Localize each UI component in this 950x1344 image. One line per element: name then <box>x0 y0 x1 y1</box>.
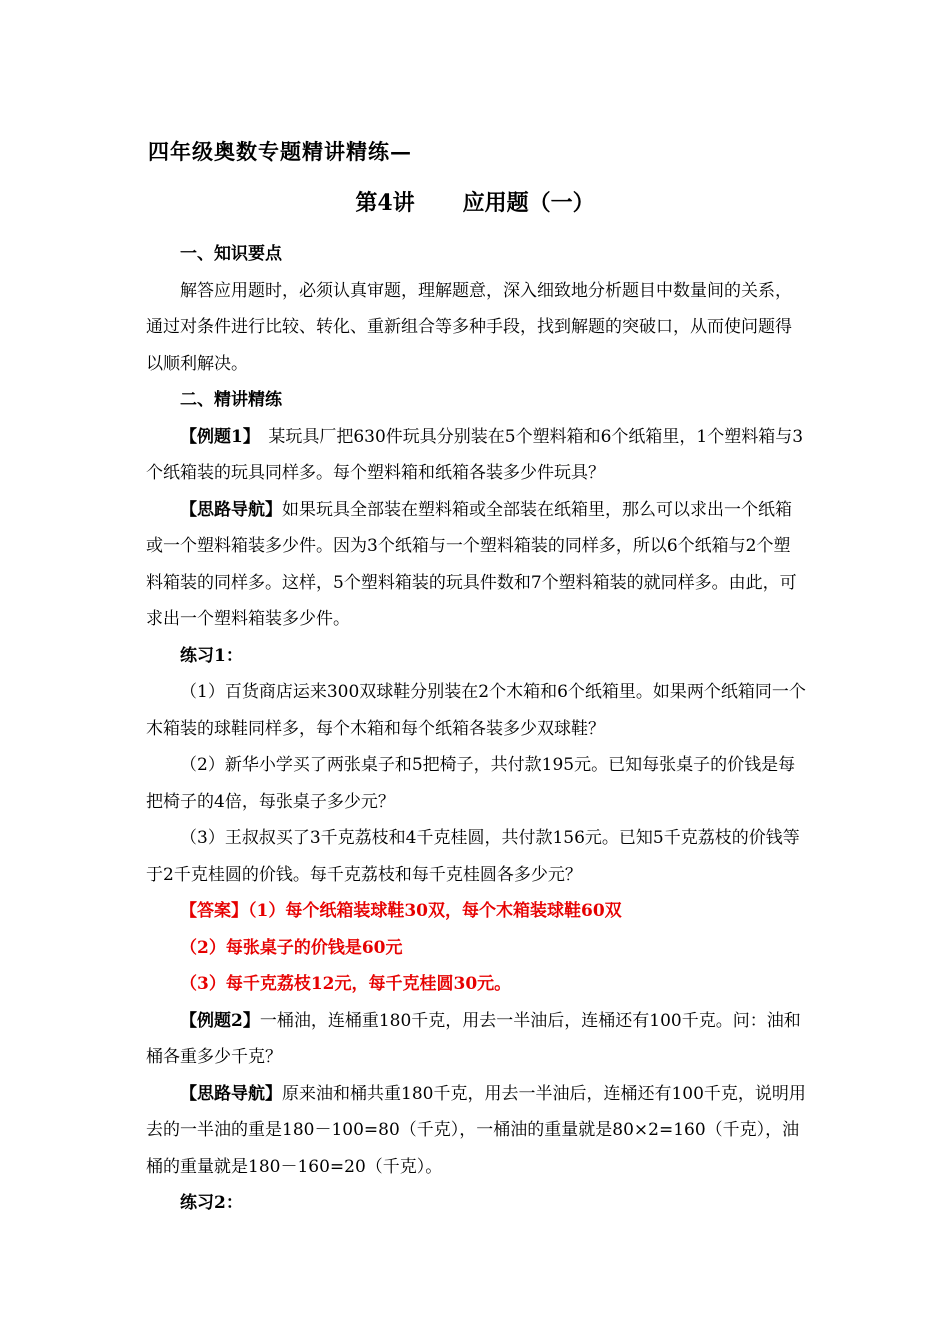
example-2 <box>146 1003 806 1076</box>
knowledge-paragraph: 解答应用题时，必须认真审题，理解题意，深入细致地分析题目中数量间的关系，通过对条件进行比较、转化、重新组合等多种手段，找到解题的突破口，从而使问题得以顺利解决。 <box>146 280 792 374</box>
practice-1-heading: 练习1： <box>180 645 243 666</box>
guide-1 <box>146 492 806 638</box>
practice-1-item: （3）王叔叔买了3千克荔枝和4千克桂圆，共付款156元。已知5千克荔枝的价钱等于2千克桂圆的价钱。每千克荔枝和每千克桂圆各多少元？ <box>146 828 800 885</box>
guide-2-label: 【思路导航】 <box>180 1083 282 1104</box>
answer-line: （2）每张桌子的价钱是60元 <box>180 937 403 958</box>
example-2-text: 一桶油，连桶重180千克，用去一半油后，连桶还有100千克。问：油和桶各重多少千克？ <box>146 1010 801 1067</box>
answer-line: （3）每千克荔枝12元，每千克桂圆30元。 <box>180 974 512 994</box>
section-heading-practice: 二、精讲精练 <box>180 390 282 410</box>
guide-1-label: 【思路导航】 <box>180 499 282 520</box>
answer-line: 【答案】（1）每个纸箱装球鞋30双，每个木箱装球鞋60双 <box>180 901 622 921</box>
example-1-label: 【例题1】 <box>180 426 252 447</box>
example-1-text: 某玩具厂把630件玩具分别装在5个塑料箱和6个纸箱里，1个塑料箱与3个纸箱装的玩具同样多。每个塑料箱和纸箱各装多少件玩具？ <box>146 426 804 483</box>
guide-1-text: 如果玩具全部装在塑料箱或全部装在纸箱里，那么可以求出一个纸箱或一个塑料箱装多少件。因为3个纸箱与一个塑料箱装的同样多，所以6个纸箱与2个塑料箱装的同样多。这样，5个塑料箱装的玩具件数和7个塑料箱装的就同样多。由此，可求出一个塑料箱装多少件。 <box>146 499 797 629</box>
section-heading-knowledge: 一、知识要点 <box>180 244 282 264</box>
document-body <box>146 236 806 1222</box>
series-title: 四年级奥数专题精讲精练— <box>148 139 412 164</box>
practice-1-item: （1）百货商店运来300双球鞋分别装在2个木箱和6个纸箱里。如果两个纸箱同一个木箱装的球鞋同样多，每个木箱和每个纸箱各装多少双球鞋？ <box>146 682 806 739</box>
lesson-number: 第4讲 <box>355 190 415 216</box>
example-2-label: 【例题2】 <box>180 1010 260 1031</box>
practice-2-heading: 练习2： <box>180 1193 243 1213</box>
lesson-title <box>0 186 950 217</box>
practice-1-item: （2）新华小学买了两张桌子和5把椅子，共付款195元。已知每张桌子的价钱是每把椅子的4倍，每张桌子多少元？ <box>146 755 796 812</box>
guide-2 <box>146 1076 806 1186</box>
guide-2-text: 原来油和桶共重180千克，用去一半油后，连桶还有100千克，说明用去的一半油的重是180－100=80（千克），一桶油的重量就是80×2=160（千克），油桶的重量就是180－160=20（千克）。 <box>146 1083 806 1177</box>
example-1 <box>146 419 806 492</box>
lesson-name: 应用题（一） <box>462 190 595 216</box>
